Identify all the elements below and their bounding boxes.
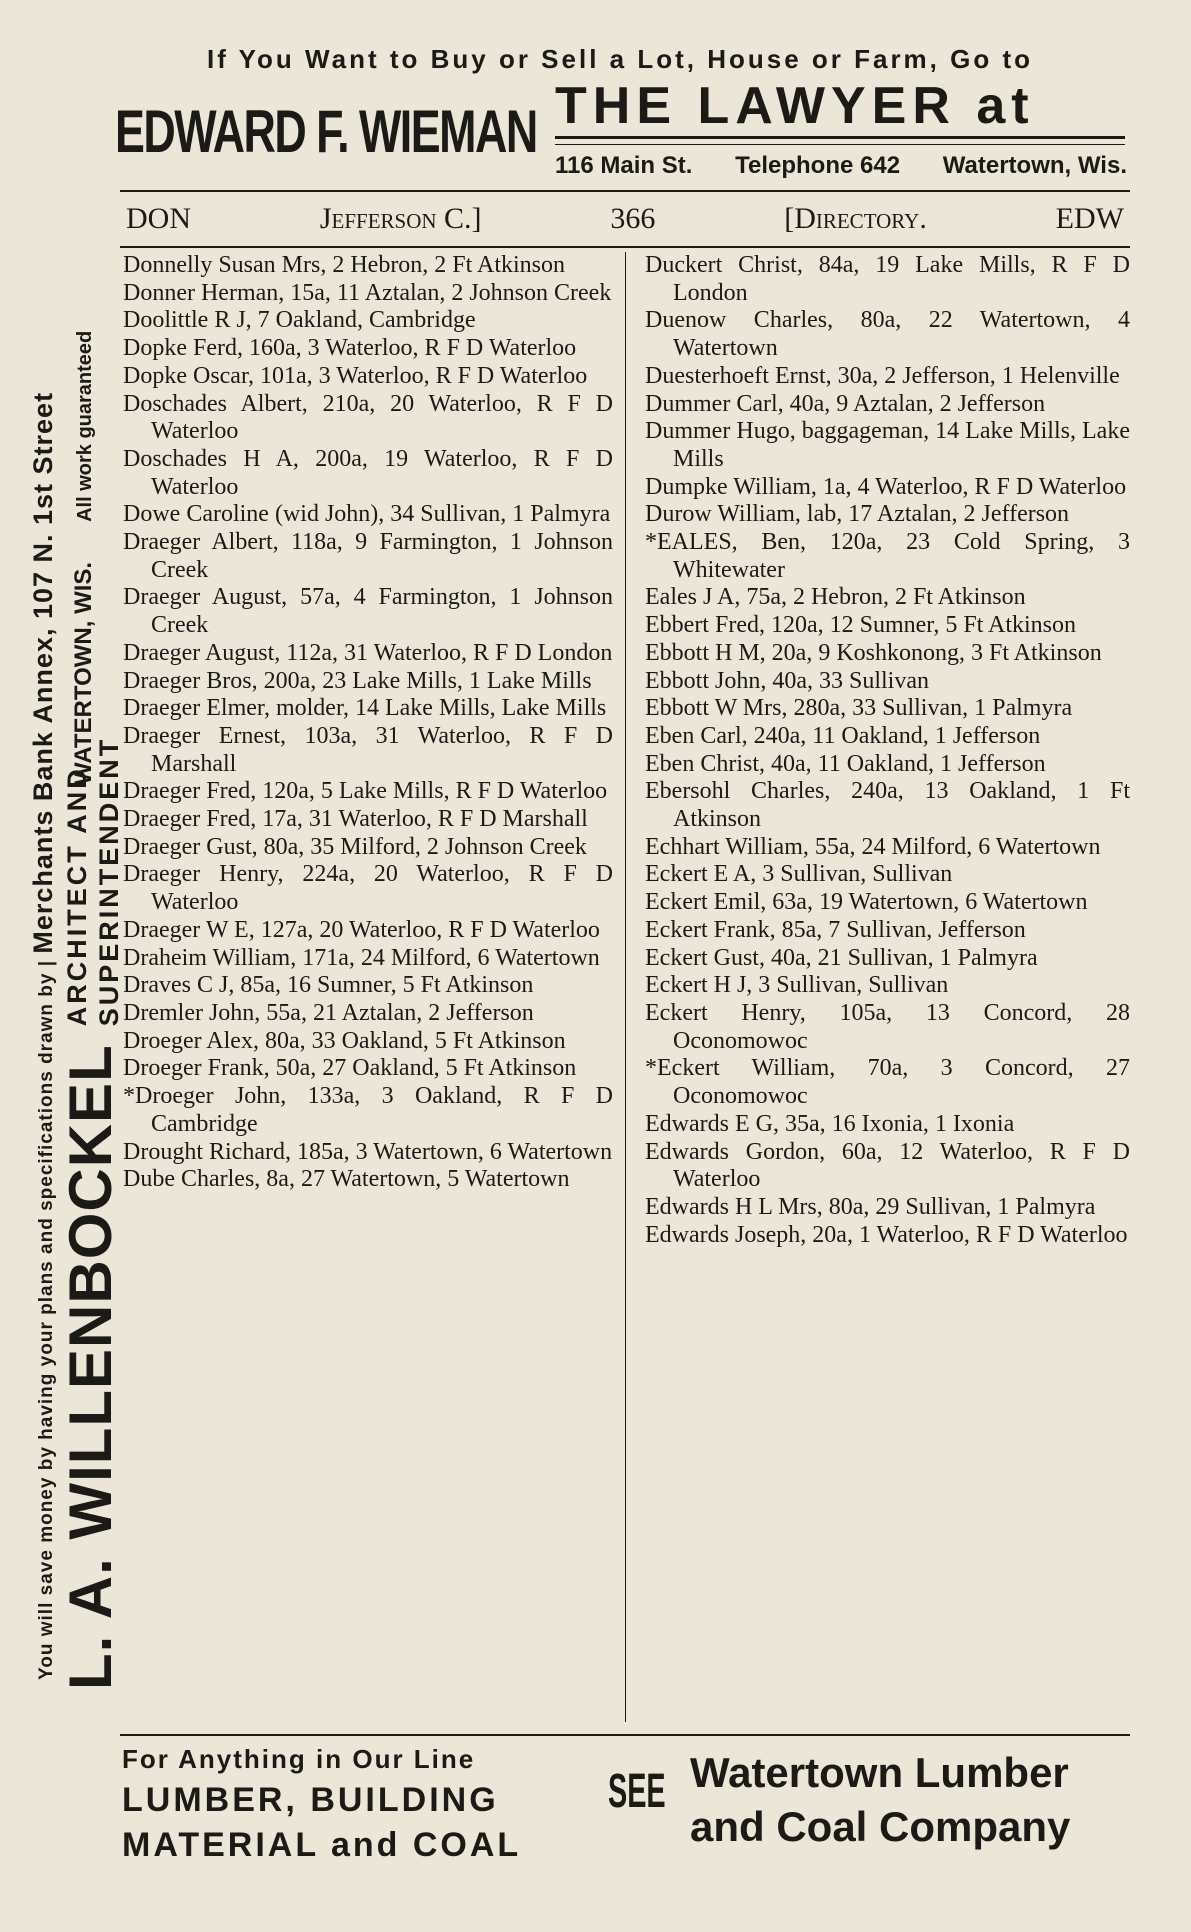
directory-entry: Ebbott W Mrs, 280a, 33 Sullivan, 1 Palmyra <box>645 695 1073 722</box>
side-ad-city: WATERTOWN, WIS. <box>70 561 97 785</box>
company-line1: Watertown Lumber <box>690 1749 1069 1796</box>
directory-entry: Edwards Gordon, 60a, 12 Waterloo, R F D Waterloo <box>645 1138 1130 1193</box>
directory-entry: Duesterhoeft Ernst, 30a, 2 Jefferson, 1 Helenville <box>645 362 1120 389</box>
directory-entry: Dummer Hugo, baggageman, 14 Lake Mills, Lake Mills <box>645 418 1130 472</box>
directory-entry: Draeger Ernest, 103a, 31 Waterloo, R F D Marshall <box>123 722 613 777</box>
directory-entry: Draves C J, 85a, 16 Sumner, 5 Ft Atkinson <box>123 972 534 999</box>
directory-entry: Eben Carl, 240a, 11 Oakland, 1 Jefferson <box>645 722 1041 749</box>
side-ad-architect <box>56 737 125 1690</box>
directory-entry: Eales J A, 75a, 2 Hebron, 2 Ft Atkinson <box>645 584 1026 611</box>
directory-entry: Doschades H A, 200a, 19 Waterloo, R F D Waterloo <box>123 445 613 500</box>
directory-column-left <box>123 252 613 1194</box>
architect-name: L. A. WILLENBOCKEL <box>57 1044 124 1690</box>
directory-entry: Ebbott H M, 20a, 9 Koshkonong, 3 Ft Atkinson <box>645 639 1102 666</box>
directory-entry: Drought Richard, 185a, 3 Watertown, 6 Watertown <box>123 1138 613 1165</box>
header-left-key: DON <box>126 202 191 235</box>
directory-entry: Draeger Fred, 120a, 5 Lake Mills, R F D Waterloo <box>123 778 608 805</box>
directory-entry: Ebersohl Charles, 240a, 13 Oakland, 1 Ft Atkinson <box>645 778 1130 833</box>
company-line2: and Coal Company <box>690 1803 1071 1850</box>
lawyer-telephone: Telephone 642 <box>735 152 901 179</box>
ad-rule <box>555 136 1125 139</box>
directory-entry: Droeger Frank, 50a, 27 Oakland, 5 Ft Atkinson <box>123 1055 577 1082</box>
lawyer-contact <box>555 148 1127 184</box>
directory-entry: Edwards E G, 35a, 16 Ixonia, 1 Ixonia <box>645 1110 1015 1137</box>
ad-tagline: If You Want to Buy or Sell a Lot, House or Farm, Go to <box>207 44 1033 74</box>
lawyer-city: Watertown, Wis. <box>942 152 1127 179</box>
directory-entry: Draeger Henry, 224a, 20 Waterloo, R F D Waterloo <box>123 861 613 916</box>
directory-entry: Dummer Carl, 40a, 9 Aztalan, 2 Jefferson <box>645 390 1046 417</box>
header-section: [Directory. <box>784 202 927 235</box>
header-right-key: EDW <box>1055 202 1124 235</box>
directory-entry: Draeger Bros, 200a, 23 Lake Mills, 1 Lake Mills <box>123 667 592 694</box>
lawyer-address: 116 Main St. <box>555 152 693 179</box>
bottom-advertisement <box>120 1734 1130 1866</box>
bottom-ad-line1: For Anything in Our Line <box>122 1744 476 1774</box>
lawyer-title: THE LAWYER at <box>555 77 1035 135</box>
lawyer-name: EDWARD F. WIEMAN <box>115 98 537 165</box>
directory-entry: Eben Christ, 40a, 11 Oakland, 1 Jefferson <box>645 750 1046 777</box>
architect-role-2: SUPERINTENDENT <box>94 736 124 1027</box>
side-ad-outer-text1: You will save money by having your plans and specifications drawn by <box>36 972 57 1680</box>
directory-entry: Edwards H L Mrs, 80a, 29 Sullivan, 1 Palmyra <box>645 1193 1096 1220</box>
directory-entry: *Droeger John, 133a, 3 Oakland, R F D Cambridge <box>123 1083 613 1137</box>
directory-entry: Eckert Gust, 40a, 21 Sullivan, 1 Palmyra <box>645 944 1038 971</box>
column-divider <box>625 252 626 1722</box>
directory-entry: Draeger W E, 127a, 20 Waterloo, R F D Waterloo <box>123 916 600 943</box>
header-county: Jefferson C.] <box>319 202 482 235</box>
directory-entry: Droeger Alex, 80a, 33 Oakland, 5 Ft Atkinson <box>123 1027 566 1054</box>
directory-entry: Dopke Oscar, 101a, 3 Waterloo, R F D Waterloo <box>123 362 588 389</box>
directory-entry: Ebbott John, 40a, 33 Sullivan <box>645 667 929 694</box>
directory-entry: Draeger Albert, 118a, 9 Farmington, 1 Johnson Creek <box>123 529 613 583</box>
ad-rule-thin <box>555 144 1125 145</box>
directory-entry: Eckert Emil, 63a, 19 Watertown, 6 Watertown <box>645 889 1088 916</box>
side-ad-outer: You will save money by having your plans and specifications drawn by | Merchants Bank Annex, 107 N. 1st Street <box>28 391 58 1680</box>
directory-entry: Dumpke William, 1a, 4 Waterloo, R F D Waterloo <box>645 473 1127 500</box>
directory-entry: Eckert Henry, 105a, 13 Concord, 28 Oconomowoc <box>645 999 1130 1054</box>
bottom-ad-left <box>122 1744 521 1865</box>
directory-entry: Doschades Albert, 210a, 20 Waterloo, R F D Waterloo <box>123 390 613 445</box>
directory-entry: Duenow Charles, 80a, 22 Watertown, 4 Watertown <box>645 307 1130 362</box>
side-ad-outer-text2: Merchants Bank Annex, 107 N. 1st Street <box>28 391 58 954</box>
architect-roles <box>61 737 125 1027</box>
page-number: 366 <box>610 202 656 235</box>
directory-entry: Dube Charles, 8a, 27 Watertown, 5 Watertown <box>123 1166 570 1193</box>
directory-entry: Duckert Christ, 84a, 19 Lake Mills, R F D London <box>645 252 1130 306</box>
directory-entry: Echhart William, 55a, 24 Milford, 6 Watertown <box>645 833 1101 860</box>
side-ad-location <box>70 331 98 785</box>
directory-entry: *EALES, Ben, 120a, 23 Cold Spring, 3 Whitewater <box>645 529 1130 583</box>
directory-entry: Durow William, lab, 17 Aztalan, 2 Jefferson <box>645 501 1070 528</box>
directory-entry: Draeger August, 57a, 4 Farmington, 1 Johnson Creek <box>123 584 613 639</box>
directory-entry: Draeger Fred, 17a, 31 Waterloo, R F D Marshall <box>123 806 588 833</box>
architect-role-1: ARCHITECT AND <box>62 766 92 1027</box>
directory-entry: Edwards Joseph, 20a, 1 Waterloo, R F D Waterloo <box>645 1221 1128 1248</box>
directory-entry: Draeger August, 112a, 31 Waterloo, R F D London <box>123 639 613 666</box>
directory-entry: Eckert E A, 3 Sullivan, Sullivan <box>645 861 953 888</box>
directory-entry: Draeger Gust, 80a, 35 Milford, 2 Johnson Creek <box>123 833 587 860</box>
directory-entry: Ebbert Fred, 120a, 12 Sumner, 5 Ft Atkinson <box>645 612 1077 639</box>
side-ad-guarantee: All work guaranteed <box>74 330 96 522</box>
directory-entry: Doolittle R J, 7 Oakland, Cambridge <box>123 307 476 334</box>
directory-column-right <box>645 252 1130 1249</box>
directory-entry: Draeger Elmer, molder, 14 Lake Mills, Lake Mills <box>123 695 607 722</box>
top-advertisement <box>115 44 1125 184</box>
directory-entry: Dowe Caroline (wid John), 34 Sullivan, 1 Palmyra <box>123 501 611 528</box>
directory-entry: Donner Herman, 15a, 11 Aztalan, 2 Johnson Creek <box>123 279 612 306</box>
bottom-ad-company <box>690 1746 1070 1854</box>
directory-entry: Dopke Ferd, 160a, 3 Waterloo, R F D Waterloo <box>123 335 577 362</box>
directory-entry: *Eckert William, 70a, 3 Concord, 27 Oconomowoc <box>645 1055 1130 1110</box>
bottom-ad-line2: LUMBER, BUILDING <box>122 1781 499 1819</box>
bottom-ad-line3: MATERIAL and COAL <box>122 1826 522 1864</box>
directory-entry: Eckert Frank, 85a, 7 Sullivan, Jefferson <box>645 916 1026 943</box>
bottom-ad-see: SEE <box>608 1765 666 1818</box>
directory-entry: Eckert H J, 3 Sullivan, Sullivan <box>645 972 949 999</box>
directory-entry: Donnelly Susan Mrs, 2 Hebron, 2 Ft Atkinson <box>123 252 566 278</box>
running-header <box>120 190 1130 248</box>
directory-entry: Draheim William, 171a, 24 Milford, 6 Watertown <box>123 944 600 971</box>
directory-entry: Dremler John, 55a, 21 Aztalan, 2 Jefferson <box>123 999 534 1026</box>
